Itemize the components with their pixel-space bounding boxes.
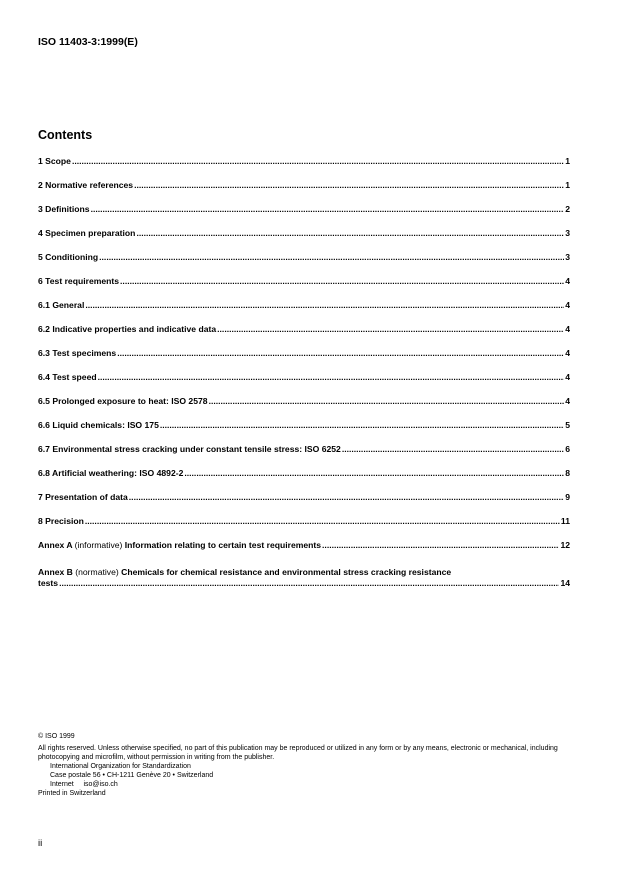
toc-entry-page: 6 [565, 444, 570, 454]
toc-entry-number: 8 [38, 516, 43, 526]
toc-entry-title [38, 252, 98, 262]
dot-leader [99, 252, 564, 262]
toc-entry-number: 6.7 [38, 444, 50, 454]
annex-b-label: Annex B [38, 567, 73, 577]
toc-entry[interactable] [38, 372, 570, 396]
toc-entry-title [38, 156, 71, 166]
toc-entry-text: Definitions [45, 204, 90, 214]
internet-line [38, 780, 578, 789]
toc-entry-page: 3 [565, 252, 570, 262]
dot-leader [98, 372, 565, 382]
annex-a-title: Information relating to certain test requirements [124, 540, 322, 550]
toc-entry[interactable] [38, 516, 570, 540]
toc-entry[interactable] [38, 492, 570, 516]
toc-entry-page: 1 [565, 156, 570, 166]
dot-leader [184, 468, 564, 478]
toc-entry-title [38, 468, 183, 478]
toc-entry[interactable] [38, 468, 570, 492]
toc-entry-title [38, 492, 128, 502]
toc-entry-page: 3 [565, 228, 570, 238]
toc-entry-page: 4 [565, 276, 570, 286]
annex-a-label: Annex A [38, 540, 73, 550]
dot-leader [160, 420, 564, 430]
toc-entry-title [38, 276, 119, 286]
internet-label: Internet [50, 781, 74, 788]
toc-entry-number: 6.2 [38, 324, 50, 334]
toc-entry-number: 1 [38, 156, 43, 166]
toc-entry-page: 4 [565, 300, 570, 310]
toc-entry[interactable] [38, 348, 570, 372]
dot-leader [342, 444, 564, 454]
toc-entry-page: 9 [565, 492, 570, 502]
dot-leader [322, 540, 559, 550]
toc-entry-text: Indicative properties and indicative data [52, 324, 217, 334]
dot-leader [85, 516, 560, 526]
page-number: ii [38, 838, 43, 849]
toc-entry-text: Prolonged exposure to heat: ISO 2578 [52, 396, 208, 406]
toc-entry-title [38, 300, 84, 310]
toc-entry-title [38, 420, 159, 430]
toc-entry-number: 6.8 [38, 468, 50, 478]
toc-entry-page: 2 [565, 204, 570, 214]
toc-entry-page: 1 [565, 180, 570, 190]
toc-entry-text: Specimen preparation [45, 228, 136, 238]
toc-entry[interactable] [38, 324, 570, 348]
dot-leader [120, 276, 564, 286]
toc-entry[interactable] [38, 300, 570, 324]
annex-a-type: (informative) [74, 540, 123, 550]
toc-entry-title [38, 444, 341, 454]
toc-entry-number: 5 [38, 252, 43, 262]
annex-a-page: 12 [560, 540, 570, 550]
dot-leader [129, 492, 564, 502]
annex-b-title-line1: Chemicals for chemical resistance and environmental stress cracking resistance [121, 567, 452, 577]
annex-b-type: (normative) [75, 567, 119, 577]
toc-entry[interactable] [38, 420, 570, 444]
printed-in: Printed in Switzerland [38, 790, 106, 797]
toc-entry-page: 4 [565, 324, 570, 334]
toc-entry-number: 3 [38, 204, 43, 214]
toc-entry-title [38, 516, 84, 526]
document-id: ISO 11403-3:1999(E) [38, 36, 138, 48]
toc-entry-title [38, 180, 133, 190]
toc-entry[interactable] [38, 276, 570, 300]
toc-entry[interactable] [38, 180, 570, 204]
toc-entry-number: 6.1 [38, 300, 50, 310]
dot-leader [136, 228, 564, 238]
annex-b-title-line2: tests [38, 578, 59, 588]
toc-entry[interactable] [38, 204, 570, 228]
toc-entry-page: 11 [560, 516, 570, 526]
toc-entry-text: Liquid chemicals: ISO 175 [52, 420, 159, 430]
toc-entry-page: 5 [565, 420, 570, 430]
toc-entry-title [38, 324, 216, 334]
toc-entry-text: Test requirements [45, 276, 120, 286]
contents-heading: Contents [38, 128, 93, 142]
org-address: Case postale 56 • CH-1211 Genève 20 • Switzerland [50, 772, 214, 779]
toc-entry-number: 6.5 [38, 396, 50, 406]
toc-entry-title [38, 396, 208, 406]
toc-entry-page: 4 [565, 348, 570, 358]
toc-entry-number: 2 [38, 180, 43, 190]
toc-entry-text: Test specimens [52, 348, 117, 358]
copyright-line: © ISO 1999 [38, 733, 75, 740]
toc-entry-text: Presentation of data [45, 492, 128, 502]
annex-b-page: 14 [560, 578, 570, 588]
toc-entry[interactable] [38, 252, 570, 276]
toc-entry-title [38, 228, 135, 238]
toc-entry-text: Scope [45, 156, 71, 166]
table-of-contents [38, 156, 570, 588]
copyright-notice [38, 732, 578, 798]
toc-entry-annex-b[interactable] [38, 567, 570, 588]
toc-entry-text: Normative references [45, 180, 134, 190]
toc-entry-page: 8 [565, 468, 570, 478]
toc-entry-annex-a[interactable] [38, 540, 570, 564]
dot-leader [217, 324, 564, 334]
rights-statement: All rights reserved. Unless otherwise specified, no part of this publication may be reproduced or utilized in any form or by any means, electronic or mechanical, including photocopying and microfilm, without permission in writing from the publisher. [38, 745, 558, 761]
toc-entry-page: 4 [565, 396, 570, 406]
toc-entry-title [38, 348, 116, 358]
toc-entry-number: 4 [38, 228, 43, 238]
dot-leader [72, 156, 564, 166]
toc-entry-number: 6 [38, 276, 43, 286]
org-name: International Organization for Standardization [50, 763, 191, 770]
toc-entry-title [38, 204, 90, 214]
toc-entry[interactable] [38, 228, 570, 252]
toc-entry-number: 7 [38, 492, 43, 502]
toc-entry-text: Precision [45, 516, 84, 526]
toc-entry[interactable] [38, 156, 570, 180]
dot-leader [134, 180, 564, 190]
toc-entry-number: 6.4 [38, 372, 50, 382]
toc-entry[interactable] [38, 396, 570, 420]
internet-email[interactable]: iso@iso.ch [83, 781, 118, 788]
dot-leader [91, 204, 565, 214]
dot-leader [85, 300, 564, 310]
dot-leader [209, 396, 565, 406]
toc-entry[interactable] [38, 444, 570, 468]
toc-entry-page: 4 [565, 372, 570, 382]
toc-entry-text: General [52, 300, 85, 310]
toc-entry-text: Test speed [52, 372, 97, 382]
toc-entry-number: 6.6 [38, 420, 50, 430]
dot-leader [117, 348, 564, 358]
toc-entry-text: Conditioning [45, 252, 99, 262]
toc-entry-number: 6.3 [38, 348, 50, 358]
dot-leader [59, 578, 559, 588]
toc-entry-text: Environmental stress cracking under constant tensile stress: ISO 6252 [52, 444, 341, 454]
toc-entry-text: Artificial weathering: ISO 4892-2 [52, 468, 184, 478]
toc-entry-title [38, 372, 97, 382]
